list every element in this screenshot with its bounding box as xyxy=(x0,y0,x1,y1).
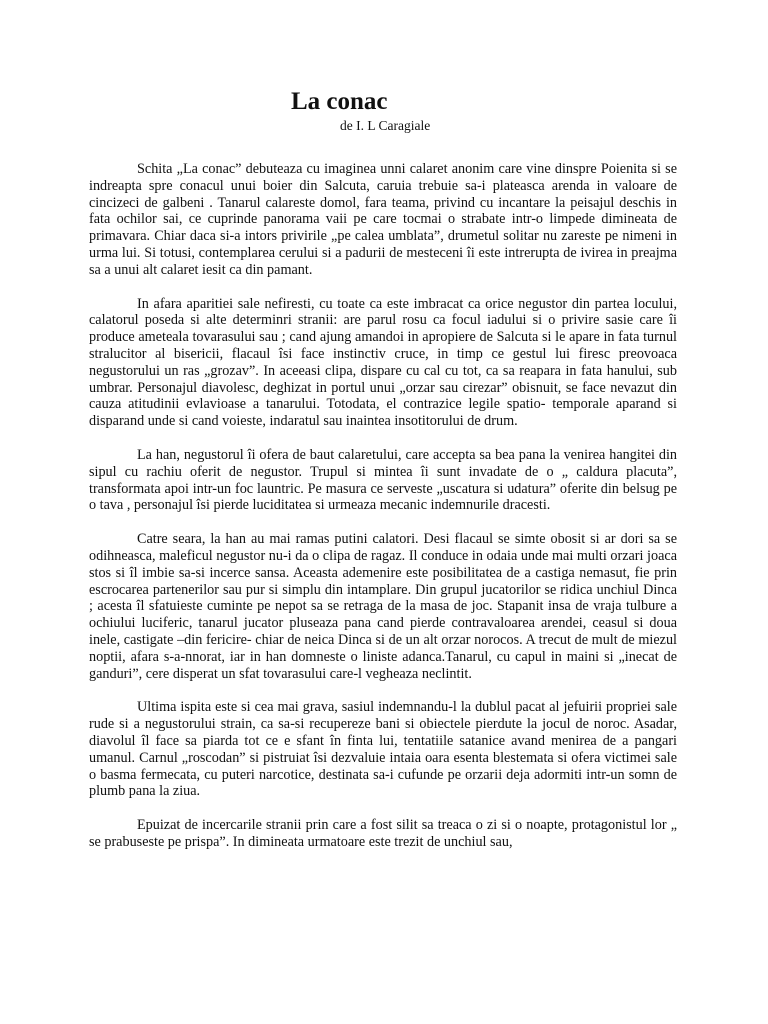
paragraph-4: Catre seara, la han au mai ramas putini calatori. Desi flacaul se simte obosit si ar dori sa se odihneasca, maleficul negustor nu-i da o clipa de ragaz. Il conduce in odaia unde mai multi orzari joaca stos si îl imbie sa-si incerce sansa. Aceasta ademenire este posibilitatea de a castiga nemasut, fie prin escrocarea partenerilor sau pur si simplu din intamplare. Din grupul jucatorilor se ridica unchiul Dinca ; acesta îl sfatuieste cuminte pe nepot sa se retraga de la masa de joc. Stapanit insa de vraja tulbure a ochiului luciferic, tanarul jucator pluseaza pana cand pierde contravaloarea arendei, ceasul si doua inele, castigate –din fericire- chiar de neica Dinca si de un alt orzar norocos. A trecut de mult de miezul noptii, afara s-a-nnorat, iar in han domneste o liniste adanca.Tanarul, cu capul in maini si „inecat de ganduri”, cere disperat un sfat tovarasului care-l vegheaza neclintit. xyxy=(89,531,677,682)
paragraph-1: Schita „La conac” debuteaza cu imaginea unni calaret anonim care vine dinspre Poienita si se indreapta spre conacul unui boier din Salcuta, caruia trebuie sa-i plateasca arenda in valoare de cincizeci de galbeni . Tanarul calareste domol, fara teama, privind cu incantare la peisajul deschis in fata ochilor sai, ce cuprinde panorama vaii pe care tocmai o strabate intr-o limpede dimineata de primavara. Chiar daca si-a intors privirile „pe calea umblata”, drumetul solitar nu zareste pe nimeni in urma lui. Si totusi, contemplarea cerului si a padurii de mesteceni îi este intrerupta de ivirea in preajma sa a unui alt calaret iesit ca din pamant. xyxy=(89,161,677,278)
paragraph-6: Epuizat de incercarile stranii prin care a fost silit sa treaca o zi si o noapte, protagonistul lor „ se prabuseste pe prispa”. In dimineata urmatoare este trezit de unchiul sau, xyxy=(89,817,677,850)
document-body xyxy=(89,161,677,868)
paragraph-2: In afara aparitiei sale nefiresti, cu toate ca este imbracat ca orice negustor din partea locului, calatorul poseda si alte determinri stranii: are parul rosu ca focul iadului si o privire sasie care îi produce ameteala tovarasului sau ; cand ajung amandoi in apropiere de Salcuta si le apare in fata turnul stralucitor al bisericii, flacaul îsi face instinctiv cruce, in timp ce gestul lui firesc preovoaca negustorului un ras „grozav”. In aceeasi clipa, dispare cu cal cu tot, ca sa reapara in fata hanului, sub umbrar. Personajul diavolesc, deghizat in portul unui „orzar sau cirezar” obisnuit, se face nevazut din cauza atitudinii evlavioase a tanarului. Totodata, el contrazice legile spatio- temporale aparand si disparand unde si cand voieste, indaratul sau inaintea insotitorului de drum. xyxy=(89,295,677,430)
document-title: La conac xyxy=(291,88,388,115)
document-author: de I. L Caragiale xyxy=(340,118,431,133)
paragraph-3: La han, negustorul îi ofera de baut calaretului, care accepta sa bea pana la venirea hangitei din sipul cu rachiu oferit de negustor. Trupul si mintea îi sunt invadate de o „ caldura placuta”, transformata apoi intr-un foc launtric. Pe masura ce serveste „uscatura si udatura” oferite din belsug pe o tava , personajul îsi pierde luciditatea si urmeaza mecanic indemnurile dracesti. xyxy=(89,446,677,514)
paragraph-5: Ultima ispita este si cea mai grava, sasiul indemnandu-l la dublul pacat al jefuirii propriei sale rude si a negustorului strain, ca sa-si recupereze bani si obiectele pierdute la jocul de noroc. Asadar, diavolul îl face sa piarda tot ce e sfant în finta lui, tentatiile satanice avand menirea de a pangari umanul. Carnul „roscodan” si pistruiat îsi dezvaluie intaia oara esenta blestemata si ofera victimei sale o basma fermecata, cu puteri narcotice, destinata sa-i cufunde pe orzarii deja adormiti intr-un somn de plumb pana la ziua. xyxy=(89,699,677,800)
